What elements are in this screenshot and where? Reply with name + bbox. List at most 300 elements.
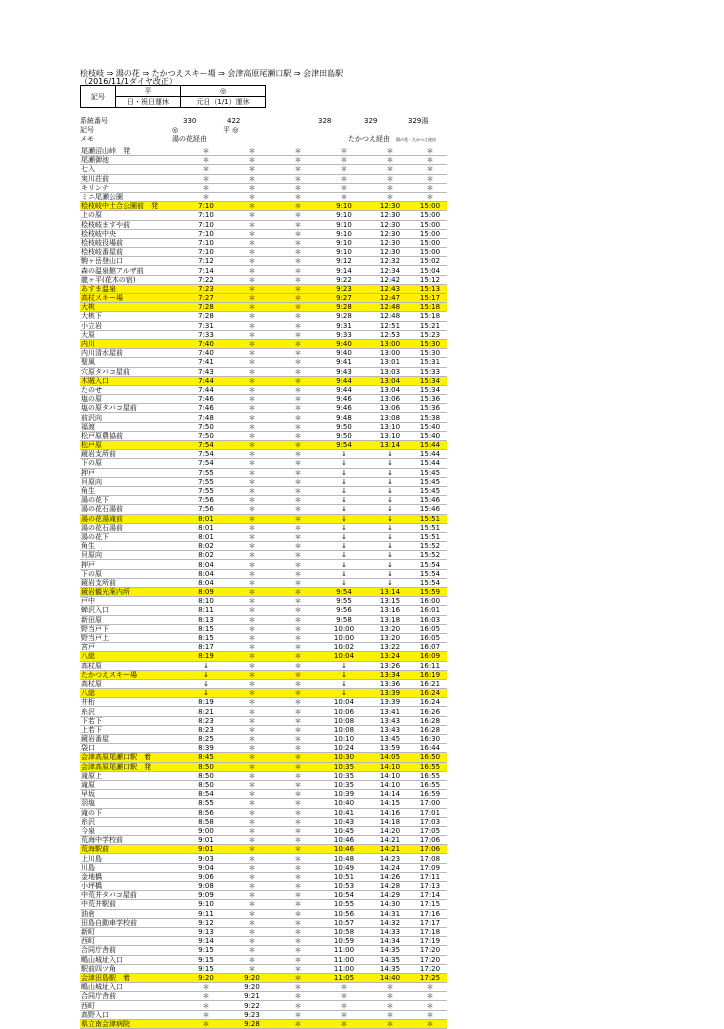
time-cell: ＊	[275, 643, 321, 652]
time-cell: 10:30	[321, 753, 367, 762]
table-row	[80, 983, 447, 992]
stop-name: 湯の花湯滝前	[80, 514, 183, 523]
stop-name: 八総	[80, 689, 183, 698]
stop-name: 荒海中学校前	[80, 836, 183, 845]
time-cell: 12:30	[367, 202, 413, 211]
table-row	[80, 413, 447, 422]
time-cell: 15:54	[413, 569, 447, 578]
time-cell: 9:10	[183, 900, 229, 909]
stop-name: 桧枝岐番屋前	[80, 248, 183, 257]
time-cell: 10:00	[321, 633, 367, 642]
time-cell: ＊	[229, 891, 275, 900]
time-cell: ↓	[367, 505, 413, 514]
stop-name: 貝原向	[80, 477, 183, 486]
time-cell: 12:30	[367, 211, 413, 220]
stop-name: 滝原	[80, 780, 183, 789]
route-symbol: 平 ◎	[223, 126, 239, 134]
time-cell: 10:59	[321, 937, 367, 946]
table-row	[80, 1010, 447, 1019]
table-row	[80, 1001, 447, 1010]
time-cell: 15:45	[413, 486, 447, 495]
time-cell: ＊	[275, 799, 321, 808]
time-cell: 13:01	[367, 358, 413, 367]
time-cell: ↓	[321, 560, 367, 569]
time-cell: 8:01	[183, 523, 229, 532]
stop-name: 大桃	[80, 303, 183, 312]
table-row	[80, 569, 447, 578]
time-cell: 14:35	[367, 964, 413, 973]
time-cell: 16:59	[413, 790, 447, 799]
time-cell: ＊	[275, 257, 321, 266]
stop-name: 中荒井駅前	[80, 900, 183, 909]
time-cell: 17:16	[413, 909, 447, 918]
time-cell: 17:06	[413, 836, 447, 845]
time-cell: ＊	[321, 1019, 367, 1028]
table-row	[80, 799, 447, 808]
table-row	[80, 698, 447, 707]
time-cell: ＊	[275, 670, 321, 679]
time-cell: 15:18	[413, 303, 447, 312]
legend-label: 記号	[81, 86, 116, 108]
time-cell: 15:51	[413, 523, 447, 532]
time-cell: 9:12	[321, 257, 367, 266]
stop-name: 前沢向	[80, 413, 183, 422]
time-cell: 14:10	[367, 780, 413, 789]
time-cell: 7:56	[183, 496, 229, 505]
time-cell: 15:38	[413, 413, 447, 422]
table-row	[80, 661, 447, 670]
time-cell: 9:41	[321, 358, 367, 367]
time-cell: ＊	[229, 422, 275, 431]
table-row	[80, 385, 447, 394]
time-cell: 7:50	[183, 431, 229, 440]
stop-name: 穴原タバコ屋前	[80, 367, 183, 376]
time-cell: ＊	[229, 294, 275, 303]
stop-name: 八総	[80, 652, 183, 661]
time-cell: ＊	[275, 1001, 321, 1010]
time-cell: 9:14	[183, 937, 229, 946]
time-cell: ＊	[275, 431, 321, 440]
time-cell: ＊	[229, 946, 275, 955]
time-cell: 16:11	[413, 661, 447, 670]
time-cell: 9:10	[321, 248, 367, 257]
time-cell: 10:35	[321, 771, 367, 780]
table-row	[80, 964, 447, 973]
time-cell: 8:10	[183, 597, 229, 606]
stop-name: 上川島	[80, 854, 183, 863]
time-cell: ＊	[275, 606, 321, 615]
time-cell: ＊	[229, 799, 275, 808]
table-row	[80, 523, 447, 532]
time-cell: 11:00	[321, 964, 367, 973]
table-row	[80, 174, 447, 183]
time-cell: ＊	[275, 615, 321, 624]
time-cell: 9:12	[183, 918, 229, 927]
time-cell: 15:44	[413, 459, 447, 468]
time-cell: 15:45	[413, 477, 447, 486]
table-row	[80, 321, 447, 330]
time-cell: ＊	[229, 845, 275, 854]
time-cell: 7:54	[183, 441, 229, 450]
time-cell: ＊	[183, 992, 229, 1001]
time-cell: 14:18	[367, 817, 413, 826]
time-cell: ＊	[413, 174, 447, 183]
table-row	[80, 900, 447, 909]
time-cell: 7:40	[183, 339, 229, 348]
route-memo: たかつえ経由	[348, 135, 390, 143]
table-row	[80, 918, 447, 927]
table-row	[80, 735, 447, 744]
time-cell: 13:22	[367, 643, 413, 652]
time-cell: 8:15	[183, 624, 229, 633]
table-row	[80, 946, 447, 955]
stop-name: 押戸	[80, 468, 183, 477]
time-cell: ＊	[229, 606, 275, 615]
table-row	[80, 836, 447, 845]
time-cell: ＊	[275, 707, 321, 716]
time-cell: 16:05	[413, 633, 447, 642]
stop-name: 内川	[80, 339, 183, 348]
table-row	[80, 670, 447, 679]
stop-name: 高杖スキー場	[80, 294, 183, 303]
time-cell: 9:28	[321, 312, 367, 321]
stop-name: 鏡岩支所前	[80, 450, 183, 459]
time-cell: 9:44	[321, 376, 367, 385]
time-cell: 8:58	[183, 817, 229, 826]
time-cell: ＊	[321, 174, 367, 183]
table-row	[80, 275, 447, 284]
time-cell: 17:09	[413, 863, 447, 872]
table-row	[80, 303, 447, 312]
time-cell: ＊	[229, 560, 275, 569]
time-cell: 15:36	[413, 395, 447, 404]
stop-name: 野当戸上	[80, 633, 183, 642]
time-cell: ＊	[275, 560, 321, 569]
table-row	[80, 882, 447, 891]
time-cell: ＊	[367, 1001, 413, 1010]
time-cell: 13:20	[367, 633, 413, 642]
time-cell: 17:20	[413, 964, 447, 973]
time-cell: 15:40	[413, 431, 447, 440]
time-cell: ＊	[229, 165, 275, 174]
table-row	[80, 973, 447, 982]
time-cell: ＊	[275, 578, 321, 587]
time-cell: 9:27	[321, 294, 367, 303]
time-cell: 9:10	[321, 238, 367, 247]
time-cell: ＊	[275, 698, 321, 707]
time-cell: ＊	[275, 882, 321, 891]
time-cell: ＊	[229, 339, 275, 348]
time-cell: ↓	[321, 514, 367, 523]
time-cell: ＊	[229, 762, 275, 771]
time-cell: ＊	[367, 156, 413, 165]
time-cell: ＊	[229, 780, 275, 789]
time-cell: ＊	[275, 496, 321, 505]
time-cell: ＊	[275, 689, 321, 698]
time-cell: ↓	[183, 679, 229, 688]
time-cell: 9:22	[229, 1001, 275, 1010]
stop-name: 西町	[80, 937, 183, 946]
time-cell: ↓	[183, 689, 229, 698]
stop-name: たのせ	[80, 385, 183, 394]
table-row	[80, 266, 447, 275]
time-cell: ＊	[229, 707, 275, 716]
time-cell: 17:11	[413, 872, 447, 881]
table-row	[80, 633, 447, 642]
time-cell: ＊	[367, 174, 413, 183]
time-cell: ＊	[229, 275, 275, 284]
time-cell: 10:08	[321, 725, 367, 734]
table-row	[80, 450, 447, 459]
stop-name: 高野入口	[80, 1010, 183, 1019]
time-cell: ＊	[229, 395, 275, 404]
time-cell: ↓	[321, 689, 367, 698]
table-row	[80, 808, 447, 817]
table-row	[80, 937, 447, 946]
time-cell: 15:13	[413, 284, 447, 293]
time-cell: ＊	[275, 1010, 321, 1019]
time-cell: 9:54	[321, 441, 367, 450]
time-cell: ＊	[229, 174, 275, 183]
time-cell: ＊	[275, 716, 321, 725]
time-cell: ＊	[275, 762, 321, 771]
time-cell: ＊	[229, 238, 275, 247]
time-cell: 9:50	[321, 431, 367, 440]
stop-name: 桧枝岐中土合公園前 発	[80, 202, 183, 211]
table-row	[80, 826, 447, 835]
time-cell: 17:20	[413, 946, 447, 955]
time-cell: 8:17	[183, 643, 229, 652]
stop-name: あすま温泉	[80, 284, 183, 293]
time-cell: ＊	[229, 404, 275, 413]
time-cell: ＊	[229, 633, 275, 642]
time-cell: ＊	[275, 367, 321, 376]
table-row	[80, 330, 447, 339]
time-cell: 9:15	[183, 946, 229, 955]
time-cell: 16:28	[413, 725, 447, 734]
time-cell: 14:05	[367, 753, 413, 762]
time-cell: 15:46	[413, 496, 447, 505]
time-cell: ＊	[229, 266, 275, 275]
time-cell: ＊	[321, 156, 367, 165]
time-cell: 16:05	[413, 624, 447, 633]
time-cell: 15:00	[413, 238, 447, 247]
time-cell: ＊	[229, 284, 275, 293]
time-cell: 8:09	[183, 588, 229, 597]
time-cell: 10:39	[321, 790, 367, 799]
time-cell: ＊	[367, 1010, 413, 1019]
time-cell: 15:45	[413, 468, 447, 477]
legend-sym1: 平	[116, 86, 181, 97]
time-cell: ↓	[367, 450, 413, 459]
time-cell: ＊	[229, 854, 275, 863]
time-cell: ＊	[275, 854, 321, 863]
stop-name: 蝉沢入口	[80, 606, 183, 615]
time-cell: 9:40	[321, 349, 367, 358]
time-cell: 15:34	[413, 376, 447, 385]
time-cell: 11:00	[321, 955, 367, 964]
stop-name: 木賊入口	[80, 376, 183, 385]
time-cell: 10:53	[321, 882, 367, 891]
time-cell: ＊	[275, 413, 321, 422]
time-cell: ＊	[275, 321, 321, 330]
time-cell: 9:03	[183, 854, 229, 863]
time-cell: 15:30	[413, 339, 447, 348]
time-cell: ↓	[321, 542, 367, 551]
time-cell: 9:48	[321, 413, 367, 422]
time-cell: 8:39	[183, 744, 229, 753]
time-cell: 10:00	[321, 624, 367, 633]
route-symbol: ◎	[172, 126, 179, 134]
symbol-label: 記号	[80, 126, 94, 134]
stop-name: 聖風	[80, 358, 183, 367]
table-row	[80, 863, 447, 872]
table-row	[80, 248, 447, 257]
time-cell: 16:00	[413, 597, 447, 606]
time-cell: ＊	[229, 303, 275, 312]
time-cell: 13:26	[367, 661, 413, 670]
time-cell: 10:49	[321, 863, 367, 872]
stop-name: 龍ヶ平(花木の宿)	[80, 275, 183, 284]
time-cell: 14:26	[367, 872, 413, 881]
stop-name: 宮戸	[80, 643, 183, 652]
time-cell: 8:56	[183, 808, 229, 817]
time-cell: 8:19	[183, 698, 229, 707]
time-cell: 8:13	[183, 615, 229, 624]
stop-name: 鏡岩観光案内所	[80, 588, 183, 597]
stop-name: 滝原上	[80, 771, 183, 780]
table-row	[80, 147, 447, 156]
time-cell: 12:48	[367, 312, 413, 321]
time-cell: 15:17	[413, 294, 447, 303]
time-cell: ＊	[413, 147, 447, 156]
time-cell: 12:30	[367, 229, 413, 238]
time-cell: 16:28	[413, 716, 447, 725]
route-number: 329	[364, 117, 378, 125]
time-cell: 14:16	[367, 808, 413, 817]
time-cell: 12:30	[367, 220, 413, 229]
time-cell: 16:44	[413, 744, 447, 753]
time-cell: ＊	[229, 872, 275, 881]
time-cell: 17:03	[413, 817, 447, 826]
time-cell: ＊	[229, 735, 275, 744]
time-cell: ↓	[321, 505, 367, 514]
time-cell: 7:23	[183, 284, 229, 293]
time-cell: ＊	[229, 431, 275, 440]
table-row	[80, 505, 447, 514]
time-cell: ＊	[275, 983, 321, 992]
stop-name: キリンテ	[80, 183, 183, 192]
time-cell: ＊	[229, 450, 275, 459]
time-cell: ↓	[321, 468, 367, 477]
time-cell: ↓	[321, 661, 367, 670]
time-cell: 13:34	[367, 670, 413, 679]
time-cell: 15:52	[413, 542, 447, 551]
time-cell: ＊	[275, 275, 321, 284]
time-cell: ＊	[229, 229, 275, 238]
time-cell: 10:51	[321, 872, 367, 881]
time-cell: ＊	[275, 624, 321, 633]
stop-name: 鏡岩支所前	[80, 578, 183, 587]
time-cell: ↓	[321, 477, 367, 486]
time-cell: ＊	[229, 716, 275, 725]
table-row	[80, 643, 447, 652]
time-cell: 15:30	[413, 349, 447, 358]
time-cell: ＊	[275, 284, 321, 293]
time-cell: 14:10	[367, 771, 413, 780]
stop-name: 小坪橋	[80, 882, 183, 891]
time-cell: ＊	[367, 183, 413, 192]
time-cell: 16:55	[413, 780, 447, 789]
time-cell: ＊	[183, 165, 229, 174]
time-cell: ＊	[183, 192, 229, 201]
time-cell: 8:01	[183, 514, 229, 523]
table-row	[80, 395, 447, 404]
time-cell: ＊	[229, 551, 275, 560]
time-cell: 12:32	[367, 257, 413, 266]
time-cell: ＊	[275, 964, 321, 973]
table-row	[80, 532, 447, 541]
time-cell: 16:24	[413, 698, 447, 707]
time-cell: ＊	[229, 385, 275, 394]
time-cell: ＊	[229, 698, 275, 707]
time-cell: ＊	[229, 358, 275, 367]
time-cell: 10:46	[321, 845, 367, 854]
table-row	[80, 955, 447, 964]
table-row	[80, 891, 447, 900]
time-cell: 9:15	[183, 964, 229, 973]
table-row	[80, 183, 447, 192]
time-cell: 17:25	[413, 973, 447, 982]
time-cell: 9:23	[321, 284, 367, 293]
table-row	[80, 211, 447, 220]
time-cell: 15:44	[413, 450, 447, 459]
time-cell: ＊	[183, 147, 229, 156]
time-cell: ＊	[321, 1010, 367, 1019]
time-cell: ↓	[367, 542, 413, 551]
time-cell: 13:03	[367, 367, 413, 376]
time-cell: 16:09	[413, 652, 447, 661]
stop-name: 駒ヶ岳登山口	[80, 257, 183, 266]
stop-name: 下の原	[80, 459, 183, 468]
time-cell: 13:59	[367, 744, 413, 753]
stop-name: 小立岩	[80, 321, 183, 330]
time-cell: ＊	[229, 588, 275, 597]
table-row	[80, 716, 447, 725]
time-cell: 9:22	[321, 275, 367, 284]
time-cell: 15:52	[413, 551, 447, 560]
time-cell: ＊	[275, 679, 321, 688]
time-cell: 7:55	[183, 486, 229, 495]
time-cell: ＊	[229, 486, 275, 495]
time-cell: 9:56	[321, 606, 367, 615]
time-cell: ↓	[321, 569, 367, 578]
time-cell: 13:10	[367, 431, 413, 440]
time-cell: 9:10	[321, 211, 367, 220]
time-cell: 8:23	[183, 716, 229, 725]
time-cell: 14:35	[367, 955, 413, 964]
time-cell: 14:10	[367, 762, 413, 771]
time-cell: 7:28	[183, 303, 229, 312]
time-cell: 7:54	[183, 459, 229, 468]
time-cell: 15:51	[413, 532, 447, 541]
stop-name: 野当戸下	[80, 624, 183, 633]
time-cell: 14:34	[367, 937, 413, 946]
memo-label: メモ	[80, 135, 94, 143]
time-cell: 7:10	[183, 248, 229, 257]
time-cell: ＊	[321, 992, 367, 1001]
table-row	[80, 358, 447, 367]
